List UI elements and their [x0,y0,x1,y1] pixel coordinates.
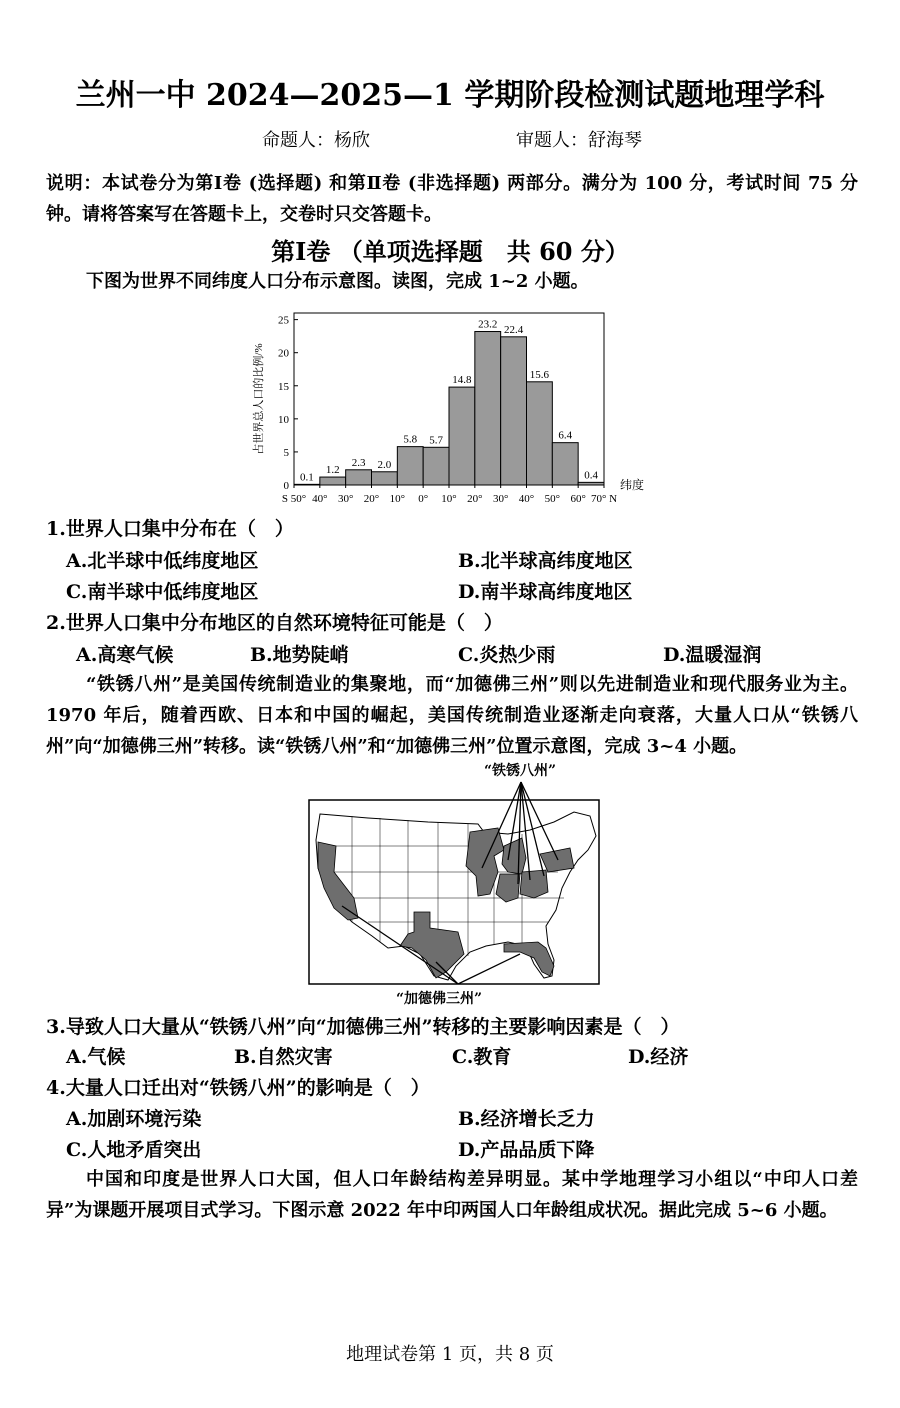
x-tick-label: 50° [544,493,561,505]
x-tick-label: 60° [570,493,586,505]
q3-option-a[interactable]: A.气候 [66,1046,126,1068]
bar-20°-30° [475,332,501,485]
bar-60°-70°N [578,482,604,485]
x-tick-label: 0° [418,493,429,505]
y-tick-label: 15 [278,380,289,393]
instructions: 说明：本试卷分为第Ⅰ卷 (选择题) 和第Ⅱ卷 (非选择题) 两部分。满分为 100 分，考试时间 75 分钟。请将答案写在答题卡上，交卷时只交答题卡。 [46,173,858,225]
latitude-population-chart [250,303,650,515]
reviewer: 审题人：舒海琴 [516,130,642,151]
y-axis-label: 占世界总人口的比例/% [253,343,265,455]
bar-value-label: 22.4 [503,323,524,336]
bar-value-label: 5.8 [403,433,418,446]
q3-option-b[interactable]: B.自然灾害 [234,1046,333,1068]
x-tick-label: 40° [518,493,535,505]
bar-value-label: 2.3 [351,456,366,469]
bar-S50°-40° [294,484,320,485]
bar-50°-60° [552,443,578,485]
q2-option-b[interactable]: B.地势陡峭 [250,644,349,666]
q4-option-a[interactable]: A.加剧环境污染 [66,1108,202,1130]
q1-option-c[interactable]: C.南半球中低纬度地区 [66,581,259,603]
bar-30°-20° [346,470,372,485]
page-title: 兰州一中 2024—2025—1 学期阶段检测试题地理学科 [75,78,825,113]
setter: 命题人：杨欣 [262,130,370,151]
x-tick-label: S 50° [281,493,307,505]
x-tick-label: 40° [312,493,328,505]
bar-0°-10° [423,447,449,485]
q4-stem: 4.大量人口迁出对“铁锈八州”的影响是（ ） [46,1077,430,1099]
bar-10°-0° [397,447,423,485]
bar-40°-30° [320,477,346,485]
y-tick-label: 10 [278,413,289,426]
x-tick-label: 30° [492,493,509,505]
q2-stem: 2.世界人口集中分布地区的自然环境特征可能是（ ） [46,612,503,634]
x-axis-label: 纬度 [620,478,645,492]
q2-option-d[interactable]: D.温暖湿润 [663,644,762,666]
x-tick-label: 30° [337,493,354,505]
section-title: 第Ⅰ卷 （单项选择题 共 60 分） [271,237,629,266]
q1-option-a[interactable]: A.北半球中低纬度地区 [66,550,259,572]
map-label-rust-belt: “铁锈八州” [484,763,557,779]
x-tick-label: 20° [467,493,483,505]
bar-value-label: 0.4 [584,469,598,482]
bar-value-label: 14.8 [452,374,472,387]
bar-value-label: 2.0 [377,458,392,471]
q4-option-b[interactable]: B.经济增长乏力 [458,1108,595,1130]
bar-30°-40° [501,337,527,485]
q3-option-d[interactable]: D.经济 [628,1046,689,1068]
q1-option-b[interactable]: B.北半球高纬度地区 [458,550,633,572]
usa-map [308,776,600,986]
q4-option-d[interactable]: D.产品品质下降 [458,1139,595,1161]
y-tick-label: 5 [283,446,289,459]
page-footer: 地理试卷第 1 页，共 8 页 [346,1344,554,1365]
y-tick-label: 20 [278,347,289,360]
bar-value-label: 15.6 [529,368,550,381]
map-label-sun-belt: “加德佛三州” [396,991,483,1007]
x-tick-label: 20° [363,493,380,505]
bar-value-label: 1.2 [325,464,340,477]
bar-40°-50° [527,382,553,485]
intro-1: 下图为世界不同纬度人口分布示意图。读图，完成 1~2 小题。 [86,271,589,292]
bar-value-label: 0.1 [300,471,314,484]
q1-option-d[interactable]: D.南半球高纬度地区 [458,581,633,603]
y-tick-label: 25 [278,314,289,327]
q3-option-c[interactable]: C.教育 [452,1046,512,1068]
q4-option-c[interactable]: C.人地矛盾突出 [66,1139,202,1161]
q2-option-c[interactable]: C.炎热少雨 [458,644,556,666]
q1-stem: 1.世界人口集中分布在（ ） [46,518,294,540]
bar-20°-10° [372,472,398,485]
intro-2: “铁锈八州”是美国传统制造业的集聚地，而“加德佛三州”则以先进制造业和现代服务业为主。1970 年后，随着西欧、日本和中国的崛起，美国传统制造业逐渐走向衰落，大量人口从“铁锈八州”向“加德佛三州”转移。读“铁锈八州”和“加德佛三州”位置示意图，完成 3~4 小题。 [46,674,858,757]
intro-3: 中国和印度是世界人口大国，但人口年龄结构差异明显。某中学地理学习小组以“中印人口差异”为课题开展项目式学习。下图示意 2022 年中印两国人口年龄组成状况。据此完成 5~6 小题。 [46,1169,858,1221]
x-tick-label: 70° N [590,493,618,505]
bar-value-label: 23.2 [478,318,498,331]
q2-option-a[interactable]: A.高寒气候 [76,644,174,666]
q3-stem: 3.导致人口大量从“铁锈八州”向“加德佛三州”转移的主要影响因素是（ ） [46,1016,680,1038]
x-tick-label: 10° [441,493,457,505]
y-tick-label: 0 [283,480,289,492]
x-tick-label: 10° [389,493,406,505]
bar-value-label: 5.7 [429,434,443,447]
bar-10°-20° [449,387,475,485]
bar-value-label: 6.4 [558,429,573,442]
